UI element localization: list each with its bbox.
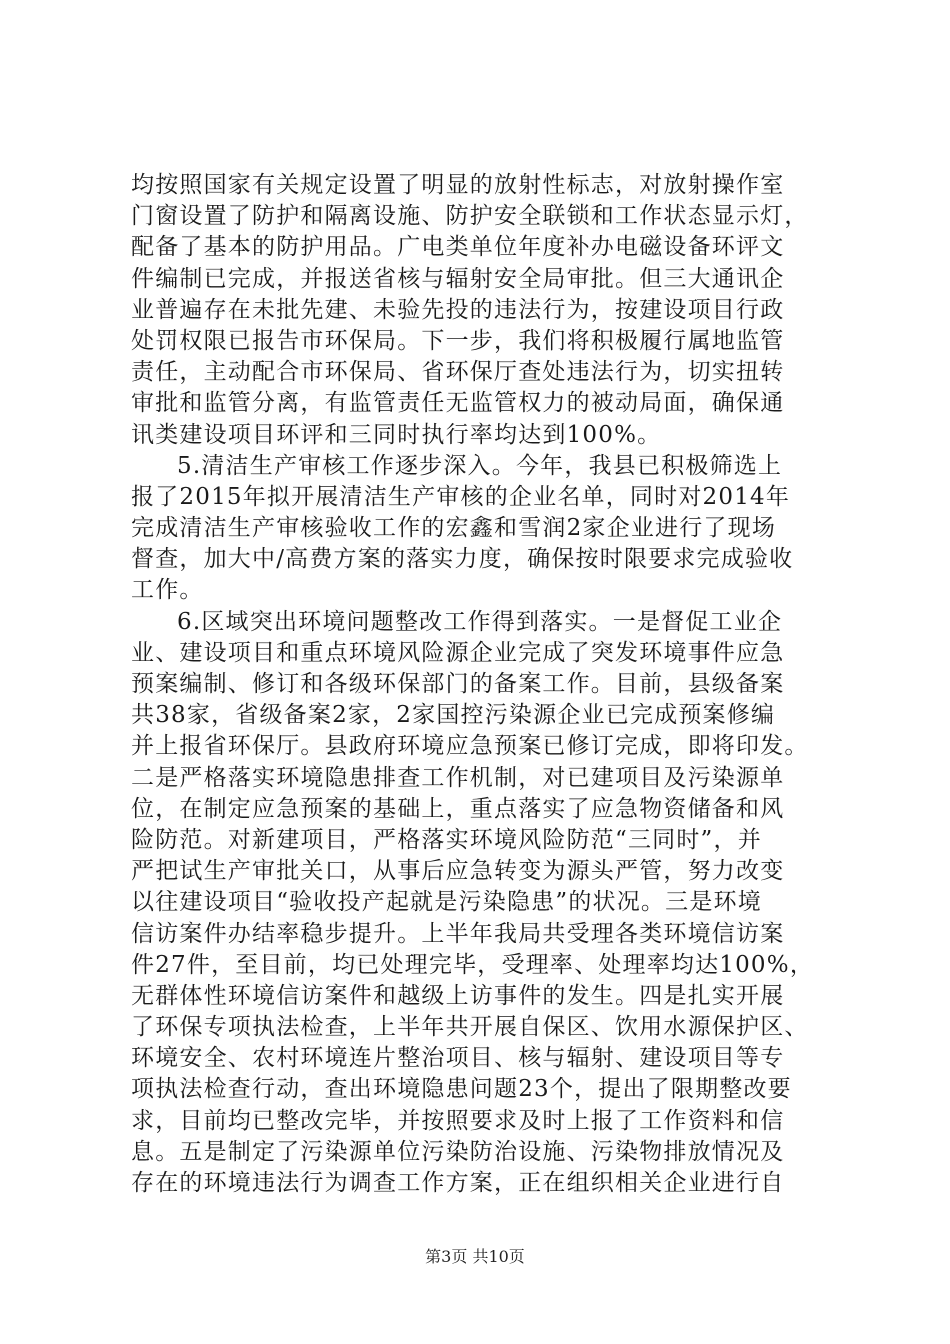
text-line: 均按照国家有关规定设置了明显的放射性标志，对放射操作室 — [131, 172, 785, 198]
text-line: 配备了基本的防护用品。广电类单位年度补办电磁设备环评文 — [131, 234, 785, 261]
text-line: 件编制已完成，并报送省核与辐射安全局审批。但三大通讯企 — [131, 265, 785, 292]
text-line: 存在的环境违法行为调查工作方案，正在组织相关企业进行自 — [131, 1170, 785, 1196]
text-line: 险防范。对新建项目，严格落实环境风险防范“三同时”，并 — [131, 826, 762, 853]
text-line: 处罚权限已报告市环保局。下一步，我们将积极履行属地监管 — [131, 327, 785, 354]
text-line: 并上报省环保厅。县政府环境应急预案已修订完成，即将印发。 — [131, 733, 809, 760]
text-line: 督查，加大中/高费方案的落实力度，确保按时限要求完成验收 — [131, 546, 794, 573]
text-line: 讯类建设项目环评和三同时执行率均达到100%。 — [131, 421, 662, 448]
text-line: 完成清洁生产审核验收工作的宏鑫和雪润2家企业进行了现场 — [131, 515, 777, 542]
text-line: 审批和监管分离，有监管责任无监管权力的被动局面，确保通 — [131, 390, 785, 417]
text-line: 业、建设项目和重点环境风险源企业完成了突发环境事件应急 — [131, 639, 785, 666]
page-number-footer: 第3页 共10页 — [425, 1247, 525, 1266]
text-line: 件27件，至目前，均已处理完毕，受理率、处理率均达100%， — [131, 951, 815, 978]
text-line: 门窗设置了防护和隔离设施、防护安全联锁和工作状态显示灯， — [131, 203, 809, 230]
text-line: 预案编制、修订和各级环保部门的备案工作。目前，县级备案 — [131, 671, 785, 697]
text-line: 无群体性环境信访案件和越级上访事件的发生。四是扎实开展 — [131, 982, 785, 1009]
paragraph-6-heading-line: 6.区域突出环境问题整改工作得到落实。一是督促工业企 — [177, 608, 783, 635]
text-line: 了环保专项执法检查，上半年共开展自保区、饮用水源保护区、 — [131, 1014, 809, 1041]
text-line: 工作。 — [131, 577, 204, 604]
text-line: 责任，主动配合市环保局、省环保厅查处违法行为，切实扭转 — [131, 359, 785, 386]
text-line: 以往建设项目“验收投产起就是污染隐患”的状况。三是环境 — [131, 889, 762, 916]
text-line: 位，在制定应急预案的基础上，重点落实了应急物资储备和风 — [131, 795, 785, 822]
text-line: 息。五是制定了污染源单位污染防治设施、污染物排放情况及 — [131, 1138, 785, 1165]
text-line: 业普遍存在未批先建、未验先投的违法行为，按建设项目行政 — [131, 296, 785, 323]
text-line: 项执法检查行动，查出环境隐患问题23个，提出了限期整改要 — [131, 1076, 792, 1103]
text-line: 报了2015年拟开展清洁生产审核的企业名单，同时对2014年 — [131, 483, 791, 510]
text-line: 求，目前均已整改完毕，并按照要求及时上报了工作资料和信 — [131, 1107, 785, 1134]
text-line: 严把试生产审批关口，从事后应急转变为源头严管，努力改变 — [131, 858, 785, 885]
text-line: 信访案件办结率稳步提升。上半年我局共受理各类环境信访案 — [131, 920, 785, 947]
text-line: 二是严格落实环境隐患排查工作机制，对已建项目及污染源单 — [131, 764, 785, 791]
document-body — [131, 170, 831, 1199]
text-line: 环境安全、农村环境连片整治项目、核与辐射、建设项目等专 — [131, 1045, 785, 1072]
paragraph-5-heading-line: 5.清洁生产审核工作逐步深入。今年，我县已积极筛选上 — [177, 452, 783, 479]
text-line: 共38家，省级备案2家，2家国控污染源企业已完成预案修编 — [131, 702, 776, 729]
